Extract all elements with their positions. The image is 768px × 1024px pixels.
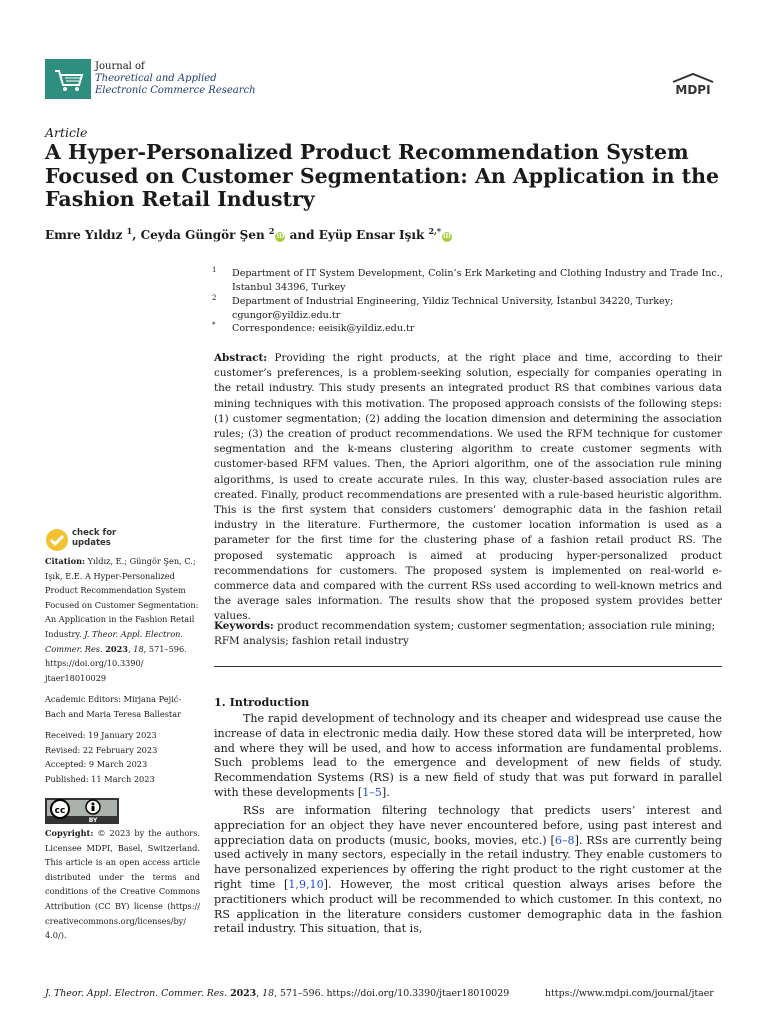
citation-text: Yıldız, E.; Güngör Şen, C.; Işık, E.E. A Hyper-Personalized Product Recommendation System Focused on Customer Segmentation: An Application in the Fashion Retail Industry. xyxy=(45,556,199,639)
footer-year: 2023 xyxy=(230,988,257,999)
journal-name-line1: Theoretical and Applied xyxy=(95,73,217,84)
citation-year: 2023 xyxy=(105,643,129,654)
author-separator: , xyxy=(132,228,137,242)
affiliation-number: 2 xyxy=(212,294,217,302)
paragraph-text: ]. xyxy=(381,785,390,799)
author-affiliation-mark: 2,* xyxy=(428,226,442,236)
orcid-icon[interactable]: iD xyxy=(276,233,285,240)
paragraph-text: ]. RSs are currently being used actively in many sectors, especially in the retail industry. They enable customers to have personalized experiences by offering the right product to the right customer at the right time [ xyxy=(214,833,723,891)
author-name[interactable]: Emre Yıldız xyxy=(45,228,123,242)
footer-journal: J. Theor. Appl. Electron. Commer. Res. xyxy=(45,988,228,999)
affiliation-text: Department of IT System Development, Colin’s Erk Marketing and Clothing Industry and Trade Inc., Istanbul 34396, Turkey xyxy=(232,268,723,293)
citation-volume: 18 xyxy=(133,643,144,654)
journal-prefix: Journal of xyxy=(95,61,145,72)
section-heading: 1. Introduction xyxy=(214,695,310,709)
citation-link[interactable]: 6–8 xyxy=(554,833,575,847)
publisher-name: MDPI xyxy=(675,83,711,97)
intro-paragraph xyxy=(214,712,722,801)
copyright-text: © 2023 by the authors. Licensee MDPI, Basel, Switzerland. This article is an open access article distributed under the terms and conditions of the Creative Commons Attribution (CC BY) license (https:// creativecommons.org/licenses/by/ 4.0/). xyxy=(45,828,200,941)
cc-by-license-badge[interactable] xyxy=(45,798,119,824)
paper-title: A Hyper-Personalized Product Recommendation System Focused on Customer Segmentation: An Application in the Fashion Retail Industry xyxy=(45,140,720,211)
citation-journal: J. Theor. Appl. Electron. Commer. Res. xyxy=(45,628,184,654)
paragraph-text: The rapid development of technology and its cheaper and widespread use cause the increase of data in electronic media daily. How these stored data will be interpreted, how and where they will be used, and how to access information are fundamental problems. Such problems lead to the emergence and development of new fields of study. Recommendation Systems (RS) is a new field of study that was put forward in parallel with these developments [ xyxy=(214,712,722,799)
mdpi-logo xyxy=(667,72,719,98)
copyright-label: Copyright: xyxy=(45,828,94,838)
accepted-date: Accepted: 9 March 2023 xyxy=(45,759,148,770)
footer-doi[interactable]: , 571–596. https://doi.org/10.3390/jtaer18010029 xyxy=(274,988,510,999)
copyright-notice xyxy=(45,826,200,943)
author-affiliation-mark: 2 xyxy=(268,226,275,236)
footer-volume: 18 xyxy=(262,988,275,999)
cc-by-icon xyxy=(45,798,119,824)
correspondence-text: Correspondence: eeisik@yildiz.edu.tr xyxy=(232,323,415,334)
check-updates-line1: check for xyxy=(72,528,117,538)
author-list xyxy=(45,226,725,242)
author-name[interactable]: Eyüp Ensar Işık xyxy=(318,228,425,242)
keywords xyxy=(214,619,722,649)
published-date: Published: 11 March 2023 xyxy=(45,773,155,784)
academic-editors: Academic Editors: Mirjana Pejić-Bach and Maria Teresa Ballestar xyxy=(45,694,182,719)
journal-name-line2: Electronic Commerce Research xyxy=(95,85,256,96)
svg-text:BY: BY xyxy=(88,817,98,824)
keywords-text: product recommendation system; customer segmentation; association rule mining; RFM analysis; fashion retail industry xyxy=(214,620,716,648)
section-divider xyxy=(214,666,722,667)
intro-paragraph xyxy=(214,804,722,937)
mdpi-logo-icon xyxy=(667,72,719,98)
author-separator: and xyxy=(289,228,315,242)
revised-date: Revised: 22 February 2023 xyxy=(45,744,158,755)
abstract-text: Providing the right products, at the right place and time, according to their customer’s preferences, is a problem-seeking solution, especially for companies operating in the retail industry. This study presents an integrated product RS that combines various data mining techniques with this motivation. The proposed approach consists of the following steps: (1) customer segmentation; (2) adding the location dimension and determining the association rules; (3) the creation of product recommendations. We used the RFM technique for customer segmentation and the k-means clustering algorithm to create customer segments with customer-based RFM values. Then, the Apriori algorithm, one of the association rule mining algorithms, is used to create accurate rules. In this way, cluster-based association rules are created. Finally, product recommendations are presented with a rule-based heuristic algorithm. This is the first system that considers customers’ demographic data in the fashion retail industry in the literature. Furthermore, the customer location information is used as a parameter for the first time for the clustering phase of a fashion retail product RS. The proposed systematic approach is aimed at producing hyper-personalized product recommendations for customers. The proposed system is implemented on real-world e-commerce data and compared with the current RSs used according to well-known metrics and the average sales information. The results show that the proposed system provides better values. xyxy=(214,352,722,623)
cart-icon xyxy=(45,59,91,99)
citation-block: Citation: Yıldız, E.; Güngör Şen, C.; Işık, E.E. A Hyper-Personalized Product Recommendation System Focused on Customer Segmentation: An Application in the Fashion Retail Industry. J. Theor. Appl. Electron. Commer. Res. 2023, 18, 571–596. https://doi.org/10.3390/ jtaer18010029 xyxy=(45,556,199,683)
abstract-label: Abstract: xyxy=(214,352,268,364)
citation-label: Citation: xyxy=(45,556,86,566)
received-date: Received: 19 January 2023 xyxy=(45,730,157,740)
check-for-updates-button[interactable] xyxy=(72,529,116,548)
journal-logo xyxy=(45,59,91,99)
affiliation-number: * xyxy=(212,321,216,329)
affiliation-text: Department of Industrial Engineering, Yildiz Technical University, İstanbul 34220, Turkey; cgungor@yildiz.edu.tr xyxy=(232,296,674,321)
paragraph-text: RSs are information filtering technology that predicts users’ interest and appreciation for an object they have never encountered before, using past interest and appreciation data on products (music, books, movies, etc.) [ xyxy=(214,804,722,847)
affiliation-number: 1 xyxy=(212,266,217,274)
journal-name xyxy=(95,61,256,97)
abstract xyxy=(214,351,722,625)
paragraph-text: ]. However, the most critical question always arises before the practitioners which product will be recommended to which customer. In this context, no RS application in the literature considers customer demographic data in the fashion retail industry. This situation, that is, xyxy=(214,877,722,936)
citation-doi[interactable]: , 571–596. https://doi.org/10.3390/ jtaer18010029 xyxy=(45,643,187,683)
check-updates-line2: updates xyxy=(72,537,111,548)
keywords-label: Keywords: xyxy=(214,620,274,632)
check-for-updates-icon[interactable] xyxy=(45,528,69,552)
author-affiliation-mark: 1 xyxy=(126,226,133,236)
footer-citation: J. Theor. Appl. Electron. Commer. Res. 2023, 18, 571–596. https://doi.org/10.3390/jtaer18010029 xyxy=(45,988,510,999)
author-name[interactable]: Ceyda Güngör Şen xyxy=(140,228,265,242)
svg-text:cc: cc xyxy=(54,806,66,816)
article-type: Article xyxy=(45,125,88,140)
orcid-icon[interactable]: iD xyxy=(443,233,451,240)
citation-link[interactable]: 1,9,10 xyxy=(288,877,324,891)
publication-dates xyxy=(45,728,200,786)
citation-link[interactable]: 1–5 xyxy=(362,785,382,799)
footer-journal-url[interactable]: https://www.mdpi.com/journal/jtaer xyxy=(545,988,714,999)
